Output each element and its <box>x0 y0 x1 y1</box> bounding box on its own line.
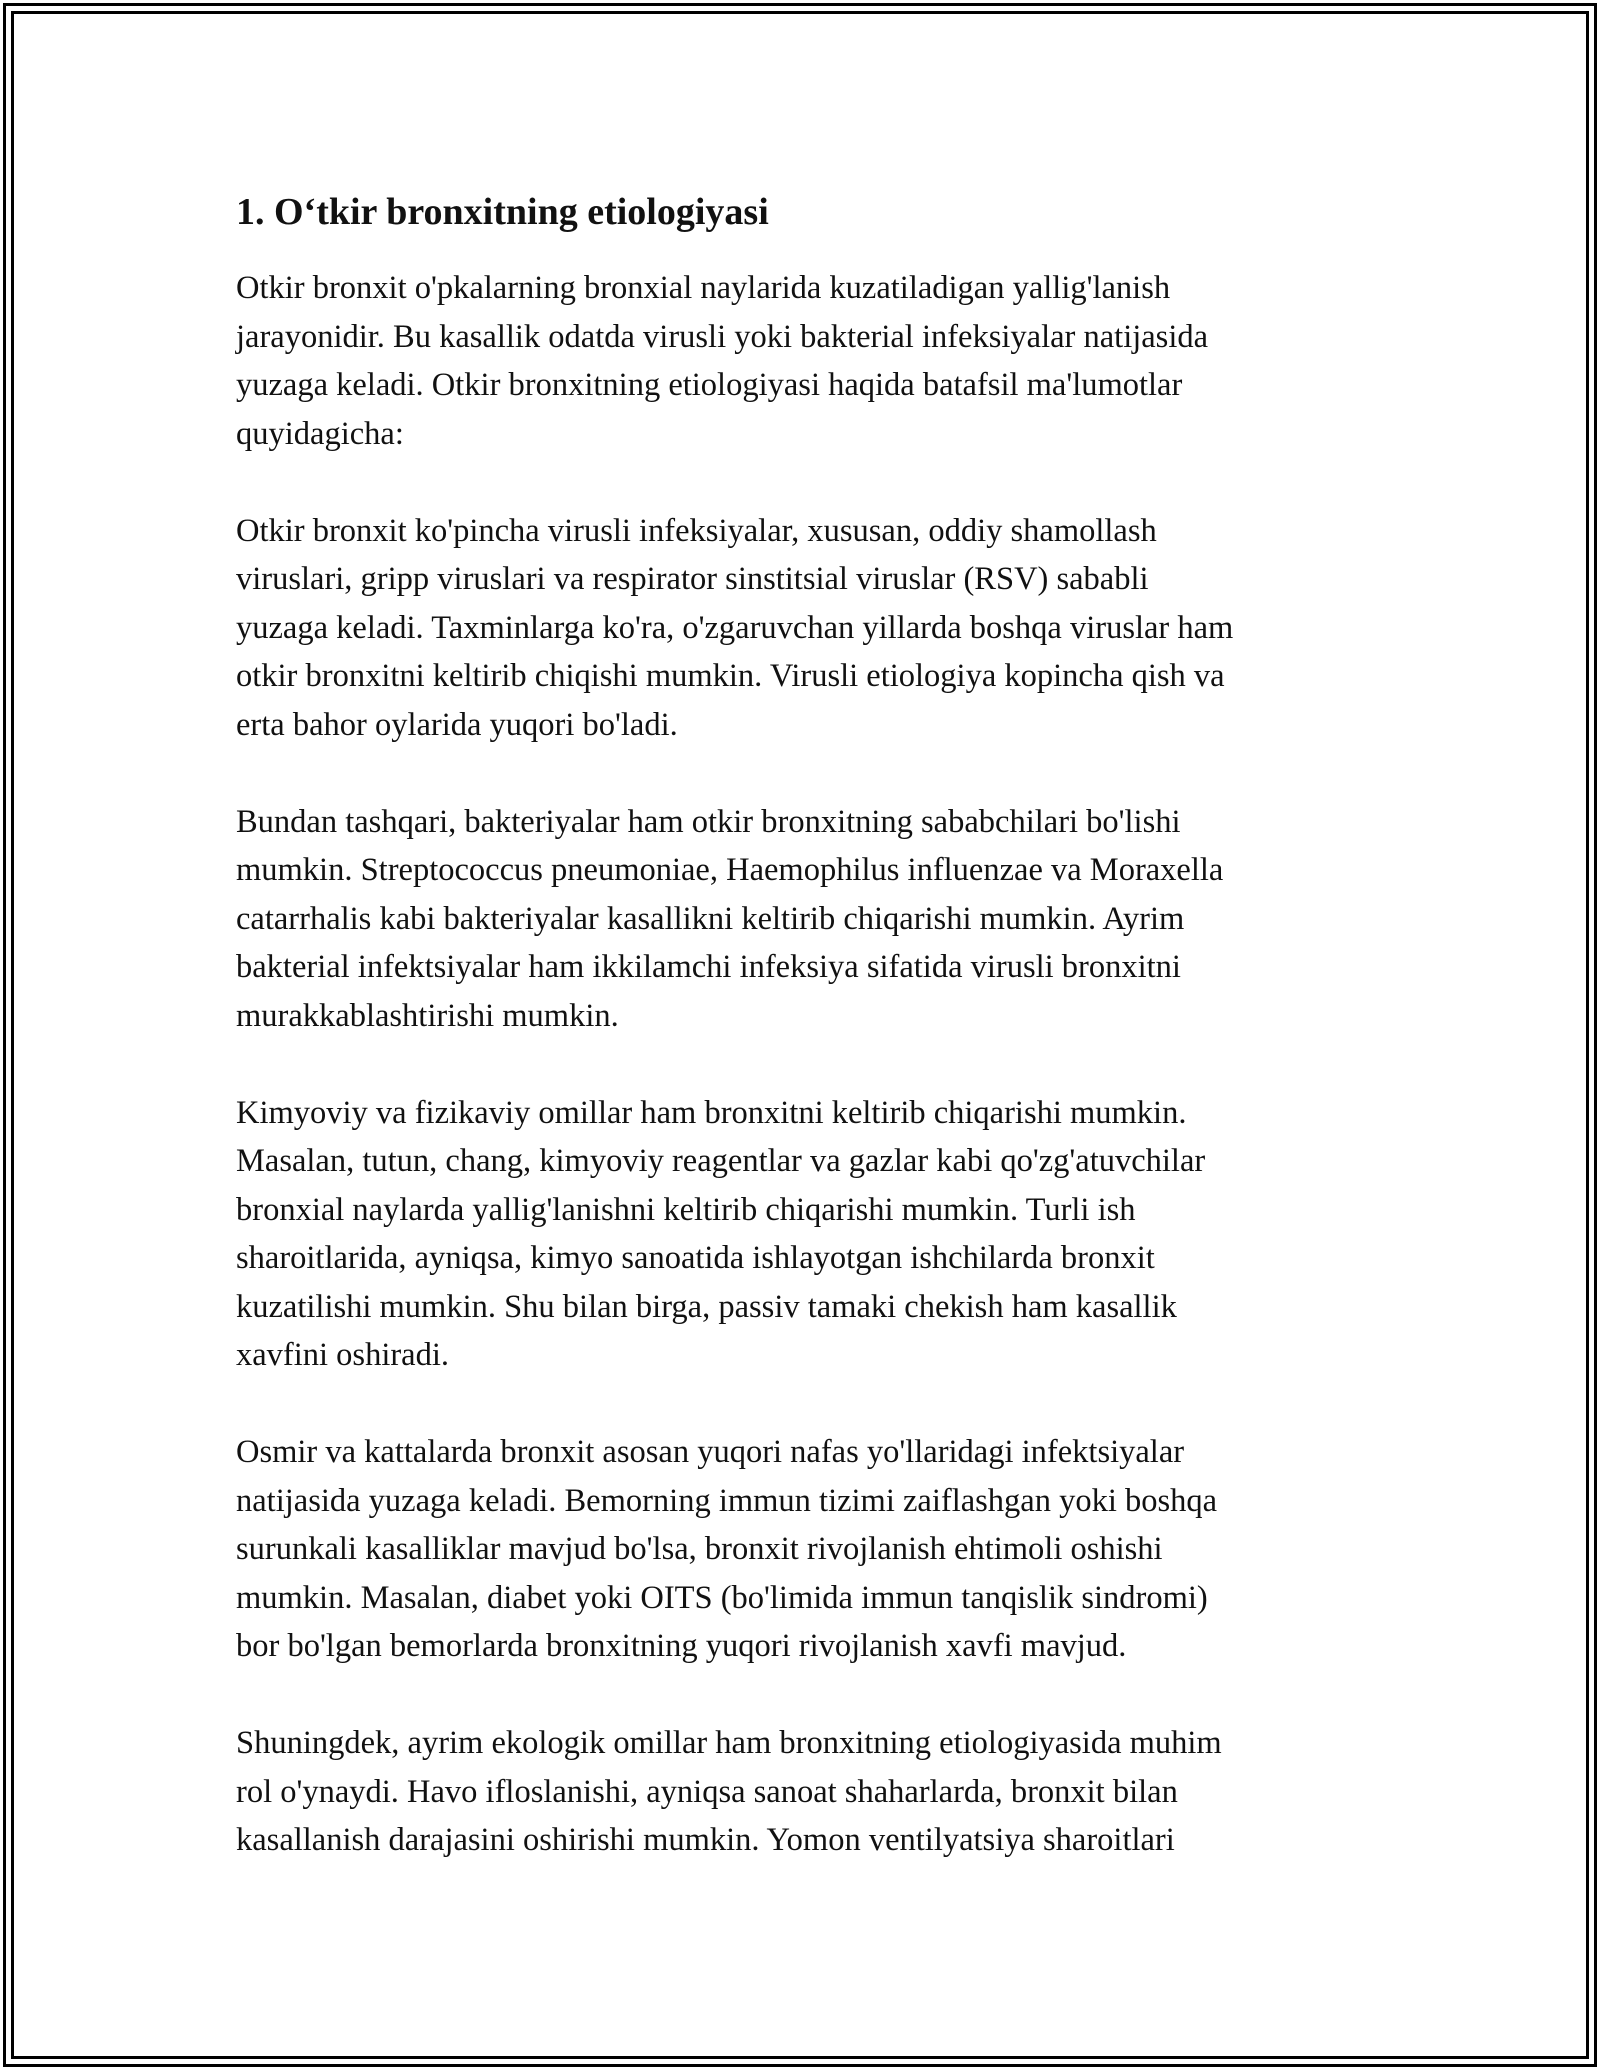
text-line: natijasida yuzaga keladi. Bemorning immun tizimi zaiflashgan yoki boshqa <box>236 1482 1218 1519</box>
text-line: xavfini oshiradi. <box>236 1337 450 1373</box>
paragraph-chemical <box>236 1089 1386 1380</box>
text-line: murakkablashtirishi mumkin. <box>236 997 619 1034</box>
paragraph-ecological <box>236 1719 1386 1865</box>
text-line: viruslari, gripp viruslari va respirator sinstitsial viruslar (RSV) sababli <box>236 561 1149 597</box>
section-heading: 1. O‘tkir bronxitning etiologiyasi <box>236 191 769 233</box>
text-line: kuzatilishi mumkin. Shu bilan birga, passiv tamaki chekish ham kasallik <box>236 1288 1177 1325</box>
text-line: catarrhalis kabi bakteriyalar kasallikni keltirib chiqarishi mumkin. Ayrim <box>236 900 1185 937</box>
paragraph-risk <box>236 1428 1386 1671</box>
text-line: Osmir va kattalarda bronxit asosan yuqori nafas yo'llaridagi infektsiyalar <box>236 1434 1185 1470</box>
text-line: Kimyoviy va fizikaviy omillar ham bronxitni keltirib chiqarishi mumkin. <box>236 1094 1187 1131</box>
text-line: yuzaga keladi. Taxminlarga ko'ra, o'zgaruvchan yillarda boshqa viruslar ham <box>236 609 1234 646</box>
text-line: bor bo'lgan bemorlarda bronxitning yuqori rivojlanish xavfi mavjud. <box>236 1628 1127 1664</box>
paragraph-viral <box>236 507 1386 750</box>
document-content <box>236 186 1386 1913</box>
text-line: Otkir bronxit o'pkalarning bronxial naylarida kuzatiladigan yallig'lanish <box>236 270 1171 306</box>
text-line: Otkir bronxit ko'pincha virusli infeksiyalar, xususan, oddiy shamollash <box>236 512 1157 549</box>
text-line: mumkin. Masalan, diabet yoki OITS (bo'limida immun tanqislik sindromi) <box>236 1579 1208 1616</box>
text-line: Shuningdek, ayrim ekologik omillar ham bronxitning etiologiyasida muhim <box>236 1725 1222 1761</box>
text-line: Masalan, tutun, chang, kimyoviy reagentlar va gazlar kabi qo'zg'atuvchilar <box>236 1143 1206 1179</box>
text-line: sharoitlarida, ayniqsa, kimyo sanoatida ishlayotgan ishchilarda bronxit <box>236 1240 1155 1276</box>
text-line: erta bahor oylarida yuqori bo'ladi. <box>236 706 678 743</box>
text-line: mumkin. Streptococcus pneumoniae, Haemophilus influenzae va Moraxella <box>236 852 1224 888</box>
text-line: otkir bronxitni keltirib chiqishi mumkin. Virusli etiologiya kopincha qish va <box>236 658 1225 694</box>
text-line: surunkali kasalliklar mavjud bo'lsa, bronxit rivojlanish ehtimoli oshishi <box>236 1531 1163 1567</box>
text-line: kasallanish darajasini oshirishi mumkin. Yomon ventilyatsiya sharoitlari <box>236 1822 1175 1858</box>
text-line: jarayonidir. Bu kasallik odatda virusli yoki bakterial infeksiyalar natijasida <box>236 318 1209 355</box>
paragraph-intro <box>236 264 1386 458</box>
text-line: Bundan tashqari, bakteriyalar ham otkir bronxitning sababchilari bo'lishi <box>236 803 1181 840</box>
text-line: rol o'ynaydi. Havo ifloslanishi, ayniqsa sanoat shaharlarda, bronxit bilan <box>236 1773 1178 1810</box>
text-line: yuzaga keladi. Otkir bronxitning etiologiyasi haqida batafsil ma'lumotlar <box>236 367 1183 403</box>
paragraph-bacterial <box>236 798 1386 1041</box>
text-line: bakterial infektsiyalar ham ikkilamchi infeksiya sifatida virusli bronxitni <box>236 949 1181 985</box>
text-line: quyidagicha: <box>236 415 404 452</box>
text-line: bronxial naylarda yallig'lanishni keltirib chiqarishi mumkin. Turli ish <box>236 1191 1136 1228</box>
